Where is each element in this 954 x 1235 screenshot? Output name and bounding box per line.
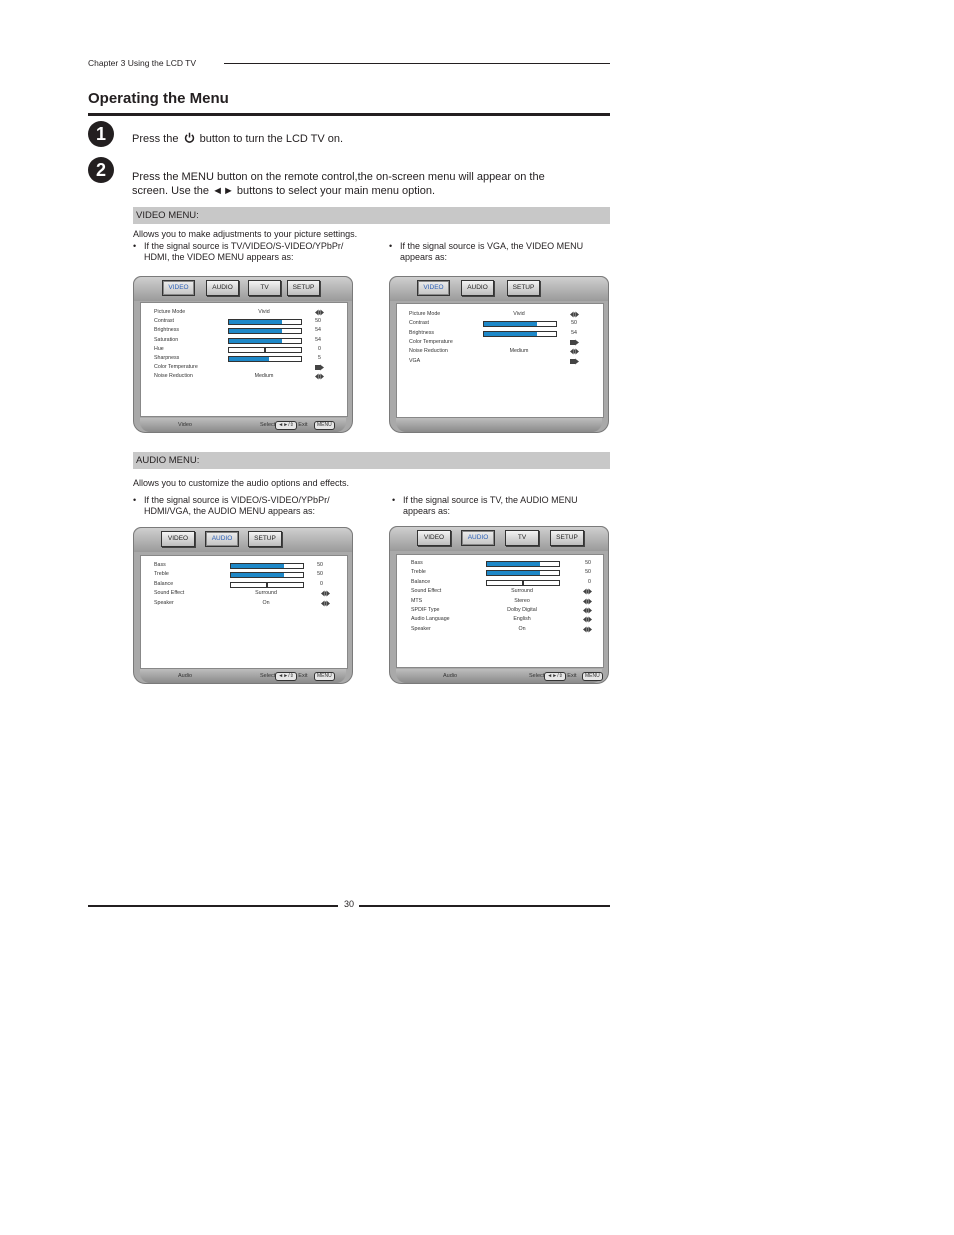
osd-slider[interactable] — [228, 338, 302, 344]
select-keys-icon: ◄►/⇕ — [275, 421, 296, 430]
osd-row-label: Picture Mode — [154, 309, 186, 315]
osd-footer-select-label: Select — [529, 673, 545, 679]
step-2-line-2: screen. Use the ◄► buttons to select your main menu option. — [132, 185, 436, 197]
osd-screen — [140, 555, 348, 669]
video-right-bullet-line-2: appears as: — [400, 252, 448, 262]
osd-tab-video[interactable]: VIDEO — [417, 530, 451, 546]
osd-row-label: Speaker — [154, 599, 174, 606]
osd-row-label: Sound Effect — [154, 590, 185, 597]
osd-row — [397, 338, 603, 347]
page-number: 30 — [343, 899, 354, 909]
osd-slider[interactable] — [228, 356, 302, 362]
left-right-arrow-icon[interactable] — [583, 588, 592, 595]
osd-footer — [140, 418, 346, 432]
osd-slider-thumb — [522, 580, 524, 586]
osd-slider[interactable] — [228, 347, 302, 353]
audio-menu-bar: AUDIO MENU: — [133, 452, 610, 469]
osd-row — [141, 599, 347, 608]
osd-tab-audio[interactable]: AUDIO — [206, 280, 239, 296]
osd-row-label: Noise Reduction — [409, 348, 448, 355]
osd-audio-menu-video — [133, 527, 353, 684]
osd-footer-label: Audio — [443, 673, 458, 679]
menu-key-icon[interactable]: MENU — [314, 421, 335, 430]
title-divider — [88, 113, 610, 116]
bullet-dot: • — [133, 241, 137, 251]
osd-row-label: Balance — [411, 578, 431, 585]
osd-row-number: 0 — [588, 578, 591, 585]
osd-row-label: Brightness — [154, 327, 180, 334]
step-1-text-b: button to turn the LCD TV on. — [199, 133, 344, 145]
osd-footer-select — [260, 418, 307, 432]
osd-row-value: Medium — [254, 373, 274, 380]
power-icon — [184, 132, 195, 143]
enter-arrow-icon[interactable] — [570, 358, 579, 365]
left-right-arrow-icon[interactable] — [570, 311, 579, 318]
select-keys-icon: ◄►/⇕ — [544, 672, 565, 681]
osd-slider-fill — [229, 339, 282, 343]
osd-row-number: 5 — [318, 355, 321, 361]
osd-footer — [396, 418, 602, 432]
osd-row-label: MTS — [411, 597, 423, 604]
osd-slider[interactable] — [230, 572, 304, 578]
osd-row — [141, 317, 347, 326]
left-right-arrow-icon[interactable] — [321, 600, 330, 607]
osd-audio-menu-tv — [389, 526, 609, 684]
osd-tab-audio[interactable]: AUDIO — [461, 280, 494, 296]
left-right-arrow-icon[interactable] — [583, 607, 592, 614]
osd-row-value: Surround — [511, 588, 533, 595]
osd-row-label: Contrast — [409, 320, 430, 327]
step-1-text-a: Press the — [132, 133, 179, 145]
osd-row — [397, 329, 603, 338]
osd-row-value: Vivid — [258, 309, 270, 315]
osd-slider-fill — [231, 573, 284, 577]
osd-row-label: Brightness — [409, 329, 435, 336]
osd-slider[interactable] — [483, 321, 557, 327]
osd-row-number: 50 — [585, 560, 591, 566]
osd-tab-video[interactable]: VIDEO — [162, 280, 195, 296]
osd-footer-select — [260, 669, 307, 683]
osd-row-value: Dolby Digital — [507, 607, 537, 613]
osd-row-value: On — [262, 599, 270, 606]
left-right-arrow-icon[interactable] — [315, 373, 324, 380]
osd-row — [141, 308, 347, 317]
osd-row — [141, 570, 347, 579]
osd-footer-label: Audio — [178, 673, 193, 679]
osd-row — [397, 319, 603, 328]
osd-slider-fill — [229, 357, 269, 361]
osd-row-number: 50 — [317, 571, 323, 578]
video-left-bullet — [133, 241, 373, 265]
osd-row-label: Audio Language — [411, 616, 450, 623]
osd-slider-fill — [484, 322, 537, 326]
osd-row-label: Bass — [154, 562, 166, 568]
osd-row — [397, 625, 603, 634]
osd-slider[interactable] — [486, 570, 560, 576]
audio-left-bullet-line-1: If the signal source is VIDEO/S-VIDEO/YPbPr/ — [144, 495, 330, 505]
osd-row-label: Saturation — [154, 336, 179, 343]
left-right-arrow-icon[interactable] — [583, 616, 592, 623]
step-1-number: 1 — [88, 121, 114, 147]
osd-row-number: 0 — [320, 580, 323, 587]
osd-slider-thumb — [264, 347, 266, 353]
osd-slider-fill — [487, 571, 540, 575]
osd-row-label: Hue — [154, 345, 164, 352]
osd-tab-tv[interactable]: TV — [248, 280, 281, 296]
video-intro: Allows you to make adjustments to your picture settings. — [133, 229, 358, 239]
osd-row-value: On — [518, 625, 526, 632]
osd-footer-exit-label: Exit — [296, 673, 308, 679]
osd-slider-thumb — [266, 582, 268, 588]
video-right-bullet-line-1: If the signal source is VGA, the VIDEO MENU — [400, 241, 584, 251]
footer-rule-left — [88, 905, 338, 907]
menu-key-icon[interactable]: MENU — [582, 672, 603, 681]
osd-slider[interactable] — [486, 580, 560, 586]
osd-row — [141, 580, 347, 589]
step-2-number: 2 — [88, 157, 114, 183]
osd-row-label: Bass — [411, 560, 423, 566]
osd-tab-setup[interactable]: SETUP — [248, 531, 282, 547]
osd-tab-audio[interactable]: AUDIO — [461, 530, 495, 546]
left-right-arrow-icon[interactable] — [570, 348, 579, 355]
video-right-bullet — [389, 241, 609, 265]
video-left-bullet-line-2: HDMI, the VIDEO MENU appears as: — [144, 252, 294, 262]
osd-row-label: Treble — [411, 569, 426, 576]
enter-arrow-icon[interactable] — [570, 339, 579, 346]
osd-slider-fill — [231, 564, 284, 568]
osd-row-label: Treble — [154, 571, 169, 578]
osd-tab-tv[interactable]: TV — [505, 530, 539, 546]
osd-slider[interactable] — [228, 328, 302, 334]
osd-row-label: SPDIF Type — [411, 607, 440, 613]
osd-row-number: 50 — [571, 320, 577, 327]
osd-footer-select — [529, 669, 576, 683]
osd-video-menu-tv — [133, 276, 353, 433]
osd-row-label: Color Temperature — [409, 338, 453, 345]
osd-footer-exit-label: Exit — [565, 673, 577, 679]
osd-row — [141, 561, 347, 570]
osd-row — [397, 559, 603, 568]
osd-row — [397, 615, 603, 624]
bullet-dot: • — [392, 495, 396, 505]
bullet-dot: • — [133, 495, 137, 505]
menu-key-icon[interactable]: MENU — [314, 672, 335, 681]
osd-row — [397, 606, 603, 615]
left-right-arrow-icon[interactable] — [315, 309, 324, 316]
bullet-dot: • — [389, 241, 393, 251]
osd-row — [141, 589, 347, 598]
osd-row-label: Noise Reduction — [154, 373, 193, 380]
footer-rule-right — [359, 905, 610, 907]
osd-row-label: Color Temperature — [154, 364, 198, 371]
osd-slider-fill — [229, 329, 282, 333]
osd-tab-audio[interactable]: AUDIO — [205, 531, 239, 547]
osd-tab-setup[interactable]: SETUP — [507, 280, 540, 296]
video-menu-bar: VIDEO MENU: — [133, 207, 610, 224]
osd-slider[interactable] — [230, 563, 304, 569]
osd-slider[interactable] — [230, 582, 304, 588]
osd-row-value: Vivid — [513, 311, 525, 317]
osd-footer — [396, 669, 602, 683]
osd-row — [141, 372, 347, 381]
osd-row-number: 54 — [571, 329, 577, 336]
osd-row-number: 0 — [318, 345, 321, 352]
audio-right-bullet-line-2: appears as: — [403, 506, 451, 516]
step-2-line-1: Press the MENU button on the remote control,the on-screen menu will appear on the — [132, 171, 545, 183]
enter-arrow-icon[interactable] — [315, 364, 324, 371]
osd-row-label: VGA — [409, 357, 421, 364]
osd-row-value: Stereo — [514, 597, 530, 604]
osd-row — [141, 354, 347, 363]
osd-footer-exit-label: Exit — [296, 422, 308, 428]
select-keys-icon: ◄►/⇕ — [275, 672, 296, 681]
osd-row — [397, 347, 603, 356]
osd-slider-fill — [229, 320, 282, 324]
osd-row-label: Speaker — [411, 625, 431, 632]
osd-row-number: 54 — [315, 336, 321, 343]
audio-left-bullet-line-2: HDMI/VGA, the AUDIO MENU appears as: — [144, 506, 316, 516]
osd-row — [397, 597, 603, 606]
osd-screen — [396, 303, 604, 418]
audio-right-bullet-line-1: If the signal source is TV, the AUDIO MENU — [403, 495, 578, 505]
osd-row-label: Balance — [154, 580, 174, 587]
osd-row-number: 50 — [315, 318, 321, 325]
osd-screen — [140, 302, 348, 417]
osd-slider[interactable] — [486, 561, 560, 567]
osd-tab-setup[interactable]: SETUP — [550, 530, 584, 546]
header-divider — [224, 63, 610, 64]
left-right-arrow-icon[interactable] — [583, 598, 592, 605]
osd-row — [141, 363, 347, 372]
osd-row-label: Sound Effect — [411, 588, 442, 595]
osd-row — [141, 336, 347, 345]
osd-screen — [396, 554, 604, 668]
osd-footer — [140, 669, 346, 683]
osd-row-label: Sharpness — [154, 355, 180, 361]
osd-row — [397, 310, 603, 319]
osd-row-number: 50 — [317, 562, 323, 568]
left-right-arrow-icon[interactable] — [321, 590, 330, 597]
audio-left-bullet — [133, 495, 373, 519]
audio-intro: Allows you to customize the audio options and effects. — [133, 478, 349, 488]
page-title: Operating the Menu — [88, 90, 229, 107]
osd-slider[interactable] — [228, 319, 302, 325]
osd-row — [397, 357, 603, 366]
osd-slider[interactable] — [483, 331, 557, 337]
osd-footer-select-label: Select — [260, 422, 276, 428]
osd-slider-fill — [484, 332, 537, 336]
osd-row-label: Picture Mode — [409, 311, 441, 317]
osd-row-number: 54 — [315, 327, 321, 334]
osd-slider-fill — [487, 562, 540, 566]
osd-tab-video[interactable]: VIDEO — [417, 280, 450, 296]
osd-tab-setup[interactable]: SETUP — [287, 280, 320, 296]
osd-row-value: Medium — [509, 348, 529, 355]
osd-footer-select-label: Select — [260, 673, 276, 679]
chapter-header: Chapter 3 Using the LCD TV — [88, 58, 197, 68]
audio-right-bullet — [392, 495, 610, 519]
video-left-bullet-line-1: If the signal source is TV/VIDEO/S-VIDEO/YPbPr/ — [144, 241, 344, 251]
osd-video-menu-vga — [389, 276, 609, 433]
osd-row — [141, 345, 347, 354]
osd-tab-video[interactable]: VIDEO — [161, 531, 195, 547]
osd-row — [397, 568, 603, 577]
osd-row — [397, 587, 603, 596]
osd-row-label: Contrast — [154, 318, 175, 325]
osd-row — [397, 578, 603, 587]
left-right-arrow-icon[interactable] — [583, 626, 592, 633]
osd-row-value: Surround — [255, 590, 277, 597]
osd-row-value: English — [513, 616, 531, 623]
osd-row-number: 50 — [585, 569, 591, 576]
step-1-text — [132, 132, 343, 146]
osd-row — [141, 326, 347, 335]
osd-footer-label: Video — [178, 422, 192, 428]
